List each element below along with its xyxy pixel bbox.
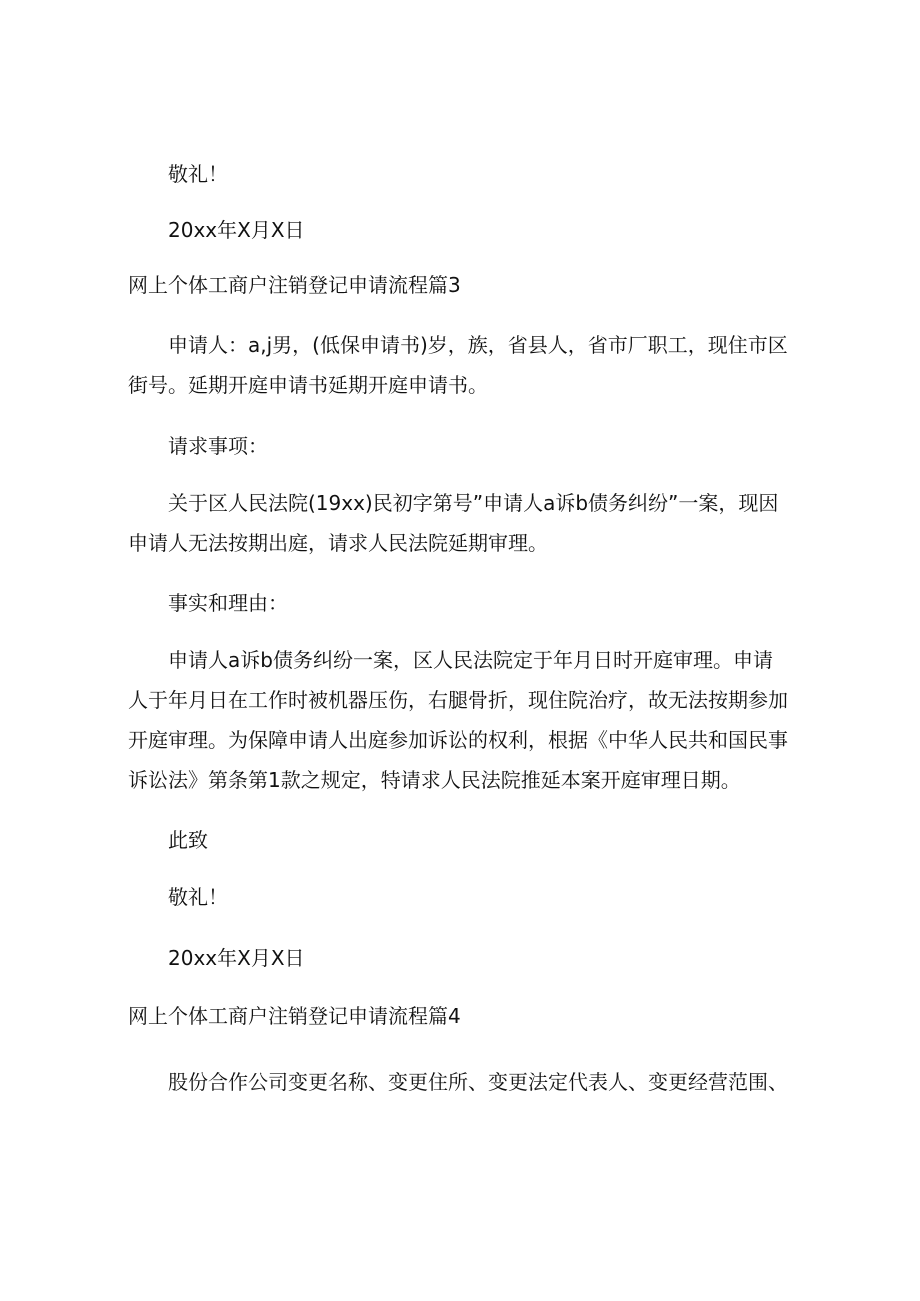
facts-label: 事实和理由： [168,591,288,615]
date-1: 20xx年X月X日 [168,218,305,242]
applicant-paragraph: 申请人：a,j男，(低保申请书)岁，族，省县人，省市厂职工，现住市区街号。延期开庭申请书延期开庭申请书。 [128,333,788,397]
salutation-1: 敬礼！ [168,162,228,186]
facts-paragraph: 申请人a诉b债务纠纷一案，区人民法院定于年月日时开庭审理。申请人于年月日在工作时被机器压伤，右腿骨折，现住院治疗，故无法按期参加开庭审理。为保障申请人出庭参加诉讼的权利，根据《中华人民共和国民事诉讼法》第条第1款之规定，特请求人民法院推延本案开庭审理日期。 [128,648,788,792]
request-paragraph: 关于区人民法院(19xx)民初字第号”申请人a诉b债务纠纷”一案，现因申请人无法按期出庭，请求人民法院延期审理。 [128,491,779,555]
salutation-2: 敬礼！ [168,885,228,909]
request-label: 请求事项： [168,434,268,458]
section-heading-3: 网上个体工商户注销登记申请流程篇3 [128,273,461,297]
last-paragraph: 股份合作公司变更名称、变更住所、变更法定代表人、变更经营范围、 [168,1070,788,1094]
closing-text: 此致 [168,828,208,852]
date-2: 20xx年X月X日 [168,946,305,970]
section-heading-4: 网上个体工商户注销登记申请流程篇4 [128,1004,461,1028]
